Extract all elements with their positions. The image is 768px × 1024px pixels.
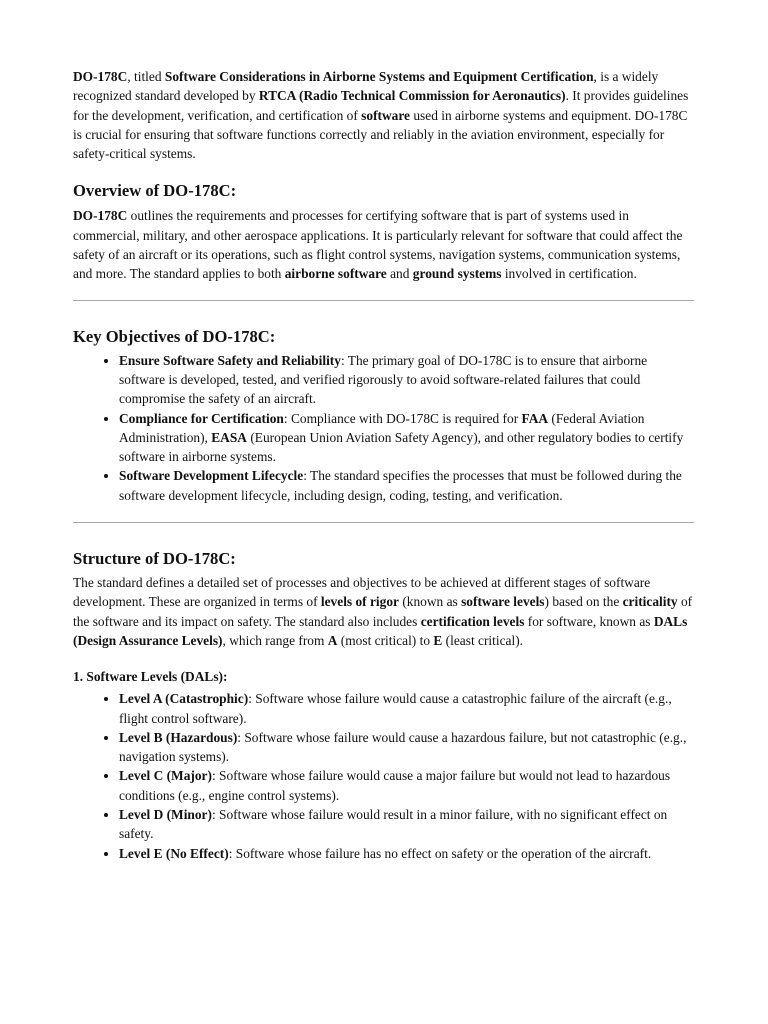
level-title: Level D (Minor): [119, 807, 212, 823]
intro-text: used in airborne systems and equipment. DO-178C is crucial for ensuring that software functions correctly and reliably in the aviation environment, especially for safety-critical systems.: [73, 107, 688, 162]
overview-term: DO-178C: [73, 208, 128, 224]
overview-text: outlines the requirements and processes for certifying software that is part of systems used in commercial, military, and other aerospace applications. It is particularly relevant for software that could affect the safety of an aircraft or its operations, such as flight control systems, navigation systems, communication systems, and more. The standard applies to both: [73, 208, 683, 282]
objectives-heading: Key Objectives of DO-178C:: [73, 326, 276, 346]
overview-text: and: [386, 266, 413, 282]
level-text: : Software whose failure would cause a hazardous failure, but not catastrophic (e.g., navigation systems).: [119, 729, 687, 765]
list-item: [119, 689, 694, 728]
certification-levels-term: certification levels: [420, 613, 525, 629]
objectives-list: [73, 351, 694, 505]
intro-text: , titled: [127, 69, 165, 84]
structure-text: of the software and its impact on safety. The standard also includes: [73, 594, 693, 629]
structure-text: for software, known as: [524, 613, 654, 629]
item-title: Software Development Lifecycle: [119, 468, 304, 484]
level-title: Level B (Hazardous): [119, 729, 238, 745]
overview-paragraph: [73, 206, 694, 283]
standard-title: Software Considerations in Airborne Systems and Equipment Certification: [164, 69, 594, 84]
software-term: software: [361, 107, 410, 123]
intro-text: . It provides guidelines for the development, verification, and certification of: [73, 88, 689, 123]
level-title: Level E (No Effect): [119, 845, 229, 861]
software-levels-term: software levels: [461, 594, 545, 610]
dals-term: DALs (Design Assurance Levels): [73, 613, 688, 648]
item-text: : The standard specifies the processes that must be followed during the software development lifecycle, including design, coding, testing, and verification.: [119, 468, 682, 503]
rtca-term: RTCA (Radio Technical Commission for Aeronautics): [258, 88, 566, 104]
structure-text: The standard defines a detailed set of processes and objectives to be achieved at different stages of software development. These are organized in terms of: [73, 575, 651, 610]
level-text: : Software whose failure has no effect on safety or the operation of the aircraft.: [228, 845, 652, 861]
structure-text: (least critical).: [442, 632, 523, 648]
level-text: : Software whose failure would cause a catastrophic failure of the aircraft (e.g., flight control software).: [119, 691, 672, 726]
level-title: Level A (Catastrophic): [119, 691, 249, 707]
easa-term: EASA: [211, 429, 247, 445]
item-title: Ensure Software Safety and Reliability: [119, 352, 341, 368]
item-title: Compliance for Certification: [119, 410, 284, 426]
item-text: : The primary goal of DO-178C is to ensure that airborne software is developed, tested, and verified rigorously to avoid software-related failures that could compromise the safety of an aircraft.: [119, 352, 648, 407]
structure-text: ) based on the: [544, 594, 623, 610]
structure-text: (known as: [398, 594, 462, 610]
level-a-term: A: [327, 632, 338, 648]
ground-systems-term: ground systems: [412, 266, 502, 282]
level-text: : Software whose failure would result in a minor failure, with no significant effect on safety.: [119, 807, 668, 842]
level-title: Level C (Major): [119, 768, 212, 784]
item-text: : Compliance with DO-178C is required for: [283, 410, 522, 426]
intro-paragraph: [73, 67, 694, 163]
item-text: (European Union Aviation Safety Agency), and other regulatory bodies to certify software in airborne systems.: [119, 429, 684, 465]
level-e-term: E: [433, 632, 443, 648]
section-divider: [73, 522, 694, 523]
airborne-software-term: airborne software: [284, 266, 387, 282]
section-divider: [73, 300, 694, 301]
level-text: : Software whose failure would cause a major failure but would not lead to hazardous conditions (e.g., engine control systems).: [119, 768, 671, 803]
list-item: [119, 844, 694, 863]
overview-text: involved in certification.: [501, 266, 637, 282]
structure-text: (most critical) to: [337, 632, 434, 648]
list-item: [119, 805, 694, 844]
item-text: (Federal Aviation Administration),: [119, 410, 645, 445]
levels-of-rigor-term: levels of rigor: [320, 594, 399, 610]
list-item: [119, 409, 694, 467]
list-item: [119, 351, 694, 409]
structure-text: , which range from: [222, 632, 328, 648]
intro-term: DO-178C: [73, 69, 128, 84]
intro-text: , is a widely recognized standard developed by: [73, 69, 659, 104]
overview-heading: Overview of DO-178C:: [73, 181, 237, 201]
structure-paragraph: [73, 573, 694, 650]
software-levels-heading: 1. Software Levels (DALs):: [73, 669, 228, 685]
structure-heading: Structure of DO-178C:: [73, 549, 236, 569]
list-item: [119, 466, 694, 505]
list-item: [119, 728, 694, 767]
list-item: [119, 766, 694, 805]
criticality-term: criticality: [622, 594, 678, 610]
faa-term: FAA: [521, 410, 549, 426]
levels-list: [73, 689, 694, 863]
